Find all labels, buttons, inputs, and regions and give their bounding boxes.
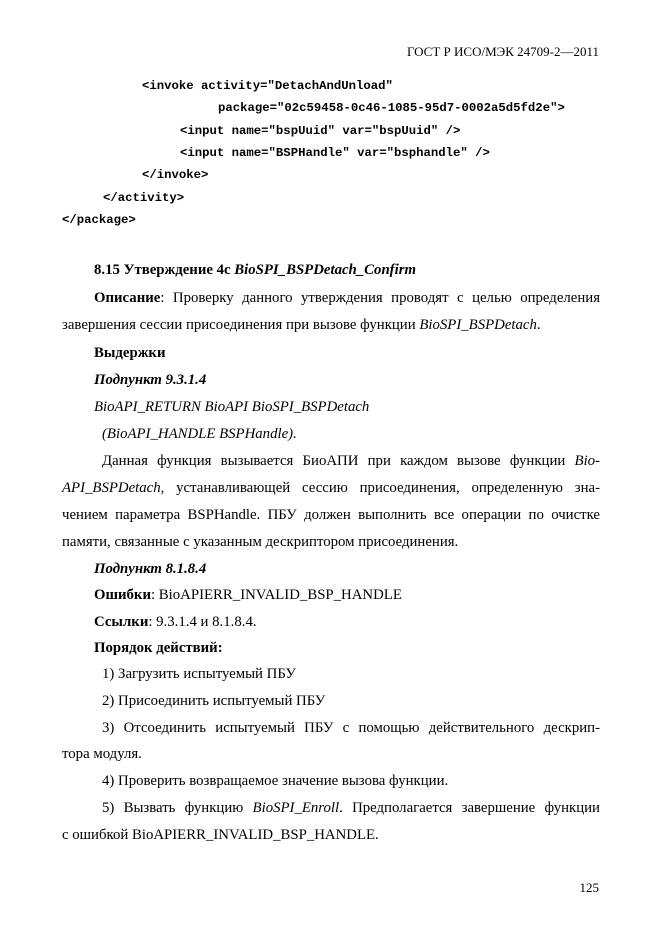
- function-signature-args: (BioAPI_HANDLE BSPHandle).: [102, 426, 297, 442]
- step-item-continuation: тора модуля.: [62, 746, 142, 762]
- references-line: Ссылки: 9.3.1.4 и 8.1.8.4.: [94, 614, 257, 630]
- code-line: </activity>: [103, 191, 185, 205]
- excerpts-label: Выдержки: [94, 345, 166, 361]
- step-item: 1) Загрузить испытуемый ПБУ: [102, 666, 296, 682]
- section-number: 8.15 Утверждение 4с: [94, 262, 231, 278]
- errors-line: Ошибки: BioAPIERR_INVALID_BSP_HANDLE: [94, 587, 402, 603]
- description-line-2: завершения сессии присоединения при вызове функции BioSPI_BSPDetach.: [62, 317, 541, 333]
- paragraph-line-2: API_BSPDetach, устанавливающей сессию присоединения, определенную зна-: [62, 480, 600, 496]
- step-item: 2) Присоединить испытуемый ПБУ: [102, 693, 326, 709]
- subclause-heading: Подпункт 8.1.8.4: [94, 561, 207, 577]
- code-line: <invoke activity="DetachAndUnload": [142, 79, 393, 93]
- step-item: 3) Отсоединить испытуемый ПБУ с помощью действительного дескрип-: [102, 720, 600, 736]
- section-heading: [94, 262, 416, 279]
- code-line: </invoke>: [142, 168, 209, 182]
- code-line: <input name="bspUuid" var="bspUuid" />: [180, 124, 461, 138]
- section-title: BioSPI_BSPDetach_Confirm: [234, 262, 416, 278]
- description-line-1: Описание: Проверку данного утверждения проводят с целью определения: [94, 290, 600, 306]
- description-label: Описание: [94, 290, 161, 306]
- paragraph-line-4: памяти, связанные с указанным дескриптором присоединения.: [62, 534, 459, 550]
- step-item: 4) Проверить возвращаемое значение вызова функции.: [102, 773, 449, 789]
- subclause-heading: Подпункт 9.3.1.4: [94, 372, 207, 388]
- page-number: 125: [579, 880, 599, 895]
- step-item: 5) Вызвать функцию BioSPI_Enroll. Предполагается завершение функции: [102, 800, 600, 816]
- paragraph-line-1: Данная функция вызывается БиоАПИ при каждом вызове функции Bio-: [102, 453, 601, 469]
- function-signature: BioAPI_RETURN BioAPI BioSPI_BSPDetach: [94, 399, 370, 415]
- document-header: ГОСТ Р ИСО/МЭК 24709-2—2011: [406, 44, 599, 59]
- code-line: <input name="BSPHandle" var="bsphandle" />: [180, 146, 490, 160]
- procedure-label: Порядок действий:: [94, 640, 223, 656]
- step-item-continuation: с ошибкой BioAPIERR_INVALID_BSP_HANDLE.: [62, 827, 379, 843]
- code-line: package="02c59458-0c46-1085-95d7-0002a5d5fd2e">: [218, 101, 565, 115]
- paragraph-line-3: чением параметра BSPHandle. ПБУ должен выполнить все операции по очистке: [62, 507, 600, 523]
- code-line: </package>: [62, 213, 136, 227]
